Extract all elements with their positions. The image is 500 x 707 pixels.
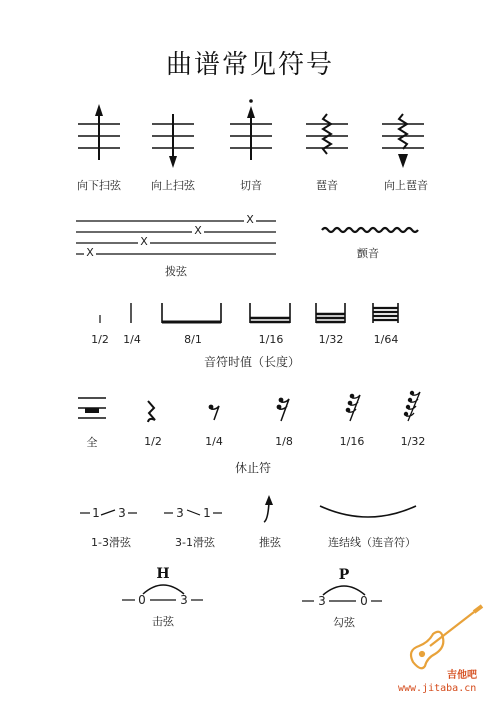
durations-section-label: 音符时值（长度） xyxy=(203,355,301,369)
thirtysecond-rest-icon xyxy=(346,394,360,421)
pluck-x-marker: X xyxy=(246,213,254,226)
eighth-rest-icon xyxy=(209,405,219,420)
pluck-label: 拨弦 xyxy=(165,265,187,278)
duration-32-icon xyxy=(316,303,345,323)
slide-down-icon xyxy=(164,510,222,515)
strum-label: 琶音 xyxy=(316,179,338,192)
rest-label: 全 xyxy=(86,436,98,449)
duration-label: 8/1 xyxy=(184,333,202,346)
mute-strum-icon xyxy=(230,99,272,160)
up-strum-icon xyxy=(152,114,194,168)
rest-label: 1/2 xyxy=(144,435,162,448)
slide-to-number: 1 xyxy=(203,506,211,520)
sixteenth-rest-icon xyxy=(277,398,289,421)
duration-label: 1/16 xyxy=(258,333,284,346)
up-arpeggio-icon xyxy=(382,114,424,168)
pull-letter: P xyxy=(338,567,350,583)
pull-off-icon xyxy=(302,586,382,601)
slide-from-number: 1 xyxy=(92,506,100,520)
watermark-cn: 吉他吧 xyxy=(447,670,477,681)
rests-section-label: 休止符 xyxy=(234,461,272,475)
strum-label: 向下扫弦 xyxy=(77,179,121,192)
rest-label: 1/4 xyxy=(205,435,223,448)
pluck-x-marker: X xyxy=(140,235,148,248)
slide-from-number: 3 xyxy=(176,506,184,520)
tremolo-label: 颤音 xyxy=(357,247,379,260)
strum-label: 切音 xyxy=(240,179,262,192)
rest-label: 1/32 xyxy=(400,435,426,448)
rest-label: 1/8 xyxy=(275,435,293,448)
duration-label: 1/32 xyxy=(318,333,344,346)
pluck-x-marker: X xyxy=(194,224,202,237)
whole-rest-icon xyxy=(78,398,106,418)
page-title: 曲谱常见符号 xyxy=(165,50,334,80)
pull-from-number: 3 xyxy=(318,594,326,608)
strum-label: 向上扫弦 xyxy=(151,179,195,192)
duration-8-icon xyxy=(162,303,221,323)
slide-down-label: 3-1滑弦 xyxy=(175,536,215,549)
arpeggio-icon xyxy=(306,114,348,154)
sixtyfourth-rest-icon xyxy=(404,391,420,421)
tie-icon xyxy=(320,506,416,517)
pull-to-number: 0 xyxy=(360,594,368,608)
duration-16-icon xyxy=(250,303,290,323)
bend-icon xyxy=(264,495,273,522)
hammer-label: 击弦 xyxy=(152,615,174,628)
pull-label: 勾弦 xyxy=(333,616,355,629)
hammer-to-number: 3 xyxy=(180,593,188,607)
guitar-logo-icon xyxy=(411,606,482,668)
hammer-from-number: 0 xyxy=(138,593,146,607)
tie-label: 连结线（连音符） xyxy=(328,536,416,549)
watermark-url[interactable]: www.jitaba.cn xyxy=(398,683,477,694)
rest-label: 1/16 xyxy=(339,435,365,448)
slide-up-label: 1-3滑弦 xyxy=(91,536,131,549)
hammer-letter: H xyxy=(156,566,170,582)
slide-to-number: 3 xyxy=(118,506,126,520)
duration-label: 1/4 xyxy=(123,333,141,346)
duration-label: 1/2 xyxy=(91,333,109,346)
bend-label: 推弦 xyxy=(259,536,281,549)
quarter-rest-half-icon xyxy=(148,401,155,422)
tremolo-icon xyxy=(322,228,418,232)
pluck-x-marker: X xyxy=(86,246,94,259)
duration-64-icon xyxy=(373,303,398,323)
down-strum-icon xyxy=(78,104,120,160)
slide-up-icon xyxy=(80,510,137,515)
strum-label: 向上琶音 xyxy=(384,179,428,192)
duration-label: 1/64 xyxy=(373,333,399,346)
hammer-on-icon xyxy=(122,585,203,600)
